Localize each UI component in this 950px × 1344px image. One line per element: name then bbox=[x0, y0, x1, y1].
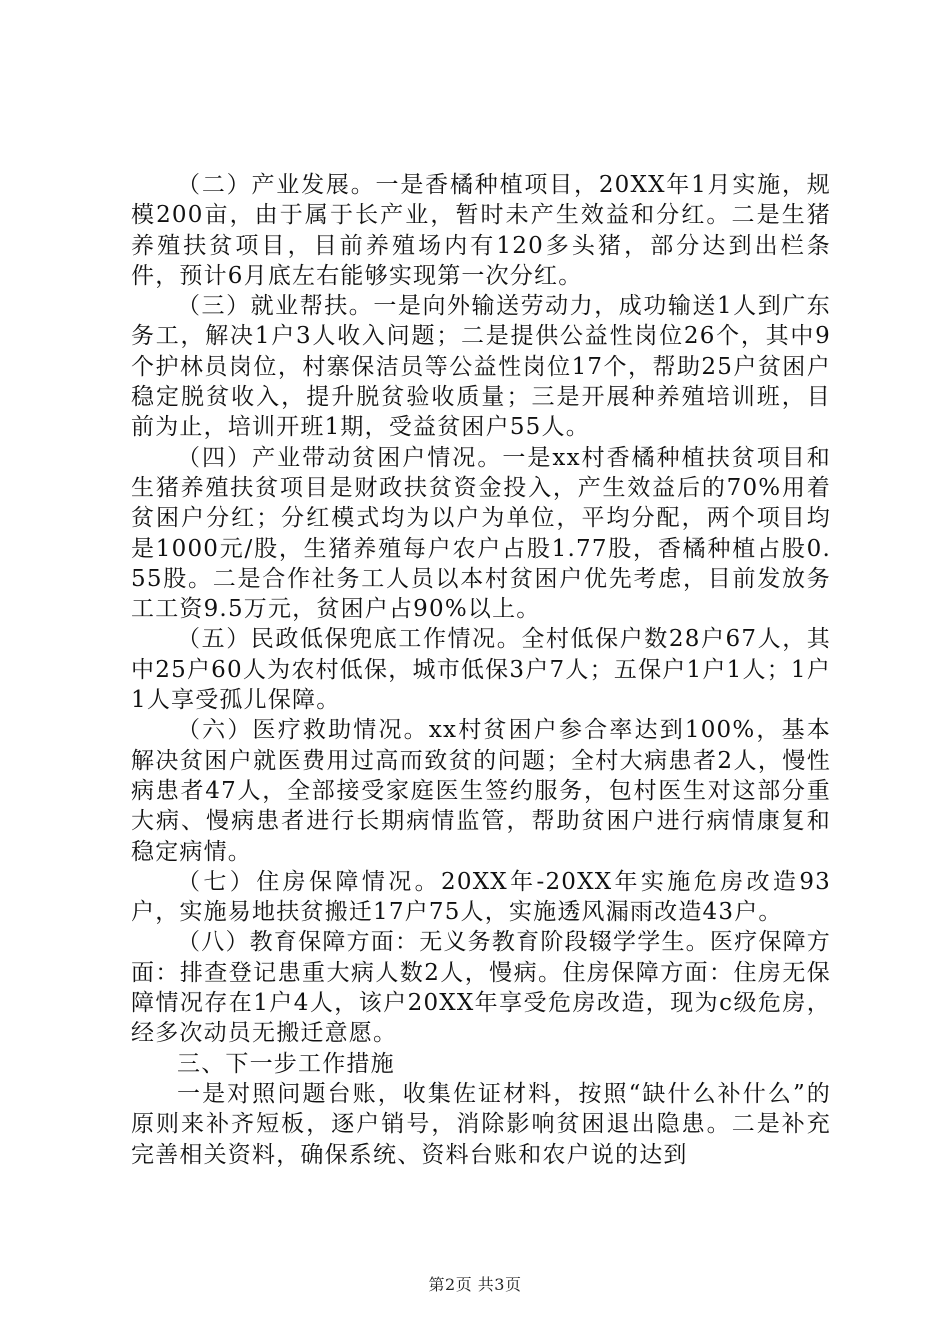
section-heading-next-steps: 三、下一步工作措施 bbox=[177, 1050, 395, 1077]
paragraph-employment-assistance: （三）就业帮扶。一是向外输送劳动力，成功输送1人到广东务工，解决1户3人收入问题；二是提供公益性岗位26个，其中9个护林员岗位，村寨保洁员等公益性岗位17个，帮助25户贫困户稳定脱贫收入，提升脱贫验收质量；三是开展种养殖培训班，目前为止，培训开班1期，受益贫困户55人。 bbox=[131, 293, 831, 441]
paragraph-housing-security: （七）住房保障情况。20XX年-20XX年实施危房改造93户，实施易地扶贫搬迁17户75人，实施透风漏雨改造43户。 bbox=[131, 868, 831, 926]
paragraph-civil-affairs-subsistence: （五）民政低保兜底工作情况。全村低保户数28户67人，其中25户60人为农村低保，城市低保3户7人；五保户1户1人；1户1人享受孤儿保障。 bbox=[131, 626, 831, 714]
paragraph-next-steps: 一是对照问题台账，收集佐证材料，按照“缺什么补什么”的原则来补齐短板，逐户销号，消除影响贫困退出隐患。二是补充完善相关资料，确保系统、资料台账和农户说的达到 bbox=[131, 1080, 831, 1168]
paragraph-industry-driven-households: （四）产业带动贫困户情况。一是xx村香橘种植扶贫项目和生猪养殖扶贫项目是财政扶贫资金投入，产生效益后的70%用着贫困户分红；分红模式均为以户为单位，平均分配，两个项目均是1000元/股，生猪养殖每户农户占股1.77股，香橘种植占股0.55股。二是合作社务工人员以本村贫困户优先考虑，目前发放务工工资9.5万元，贫困户占90%以上。 bbox=[131, 444, 831, 623]
paragraph-education-security: （八）教育保障方面：无义务教育阶段辍学学生。医疗保障方面：排查登记患重大病人数2人，慢病。住房保障方面：住房无保障情况存在1户4人，该户20XX年享受危房改造，现为c级危房，经多次动员无搬迁意愿。 bbox=[131, 929, 831, 1047]
paragraph-medical-assistance: （六）医疗救助情况。xx村贫困户参合率达到100%，基本解决贫困户就医费用过高而致贫的问题；全村大病患者2人，慢性病患者47人，全部接受家庭医生签约服务，包村医生对这部分重大病、慢病患者进行长期病情监管，帮助贫困户进行病情康复和稳定病情。 bbox=[131, 717, 831, 865]
document-body bbox=[131, 170, 831, 1170]
page-footer: 第2页 共3页 bbox=[428, 1275, 522, 1294]
paragraph-industry-development: （二）产业发展。一是香橘种植项目，20XX年1月实施，规模200亩，由于属于长产业，暂时未产生效益和分红。二是生猪养殖扶贫项目，目前养殖场内有120多头猪，部分达到出栏条件，预计6月底左右能够实现第一次分红。 bbox=[131, 172, 831, 289]
